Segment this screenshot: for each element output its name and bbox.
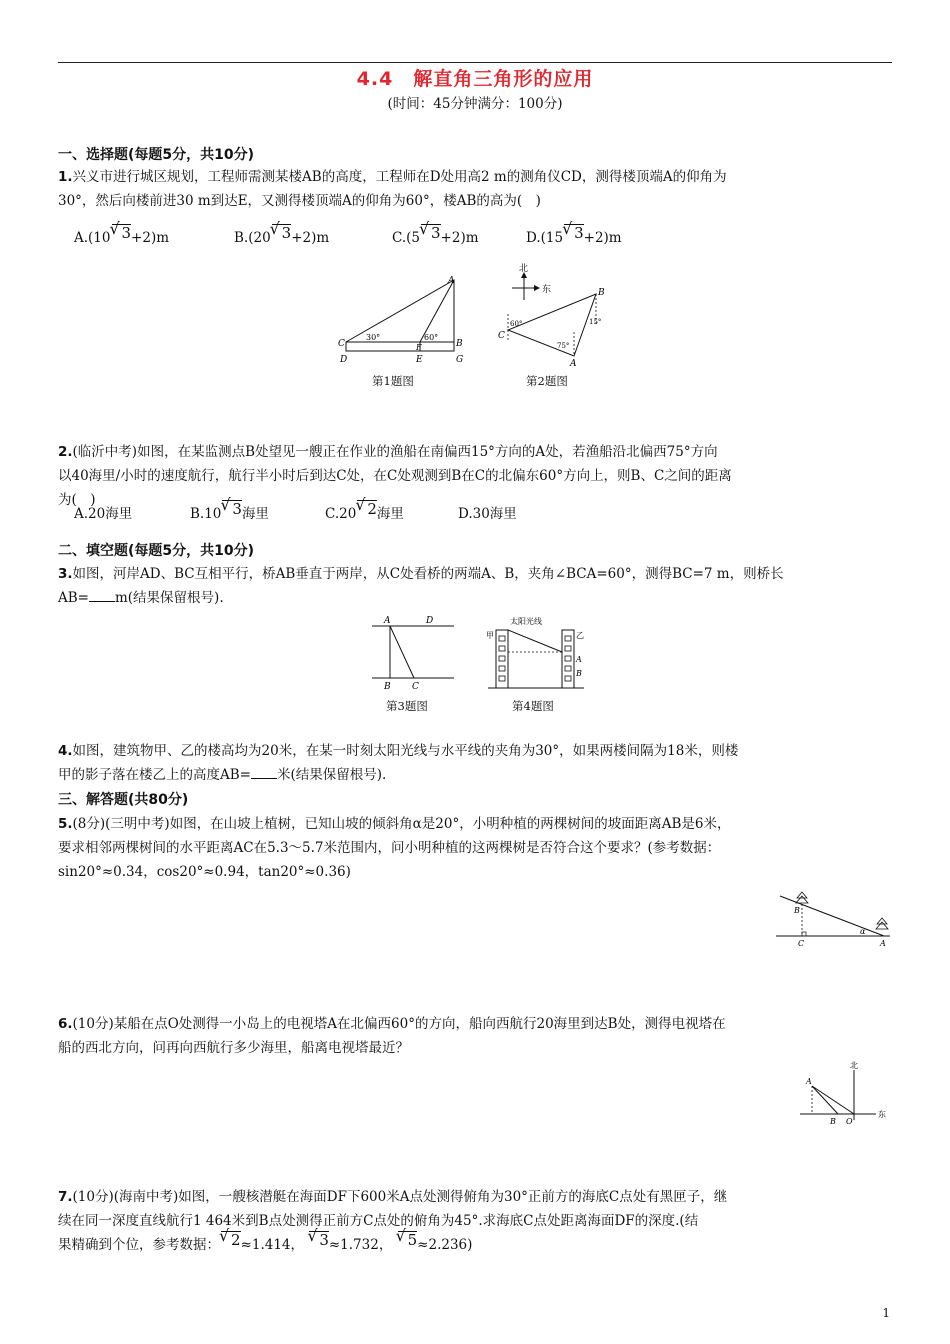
figure-6-diagram xyxy=(798,1060,892,1128)
label-c: C xyxy=(498,331,505,341)
q1-option-c xyxy=(392,224,479,246)
q5-line2: 要求相邻两棵树间的水平距离AC在5.3～5.7米范围内，问小明种植的这两棵树是否符合这个要求？(参考数据： xyxy=(58,840,721,856)
question-number: 1. xyxy=(58,169,73,185)
section-heading-fill: 二、填空题(每题5分，共10分) xyxy=(58,543,255,559)
q4-line1: 如图，建筑物甲、乙的楼高均为20米，在某一时刻太阳光线与水平线的夹角为30°，如果两楼间隔为18米，则楼 xyxy=(72,743,739,759)
figure-4-diagram xyxy=(484,612,590,692)
question-4 xyxy=(58,739,892,787)
label-a: A xyxy=(576,655,582,664)
north-label: 北 xyxy=(850,1061,858,1070)
label-o: O xyxy=(846,1117,853,1126)
question-3 xyxy=(58,562,892,610)
q2-option-a: A.20海里 xyxy=(74,506,133,522)
sqrt-symbol: √ 3 xyxy=(564,224,584,241)
label-b: B xyxy=(830,1117,836,1126)
option-text: +2)m xyxy=(583,230,622,246)
question-6 xyxy=(58,1012,892,1060)
label-c: C xyxy=(798,939,805,948)
top-rule xyxy=(58,62,892,63)
option-text: +2)m xyxy=(440,230,479,246)
option-text: +2)m xyxy=(131,230,170,246)
figure-2-caption: 第2题图 xyxy=(526,374,568,388)
q1-option-b xyxy=(234,224,330,246)
sunlight-label: 太阳光线 xyxy=(510,617,542,626)
question-number: 2. xyxy=(58,444,73,460)
option-text: D.(15 xyxy=(526,230,564,246)
figure-3-diagram xyxy=(368,612,458,692)
figure-3-caption: 第3题图 xyxy=(386,699,428,713)
label-b: B xyxy=(384,682,391,692)
q6-line1: (10分)某船在点O处测得一小岛上的电视塔A在北偏西60°的方向，船向西航行20海里到达B处，测得电视塔在 xyxy=(72,1016,726,1032)
q5-line1: (8分)(三明中考)如图，在山坡上植树，已知山坡的倾斜角α是20°，小明种植的两棵树间的坡面距离AB是6米， xyxy=(72,816,731,832)
label-g: G xyxy=(456,355,464,365)
q1-line2: 30°，然后向楼前进30 m到达E，又测得楼顶端A的仰角为60°，楼AB的高为( ) xyxy=(58,193,541,209)
sqrt-symbol: √ 3 xyxy=(309,1231,329,1248)
q4-line2-pre: 甲的影子落在楼乙上的高度AB= xyxy=(58,767,251,783)
angle-15: 15° xyxy=(589,318,602,326)
question-number: 7. xyxy=(58,1189,73,1205)
label-a: A xyxy=(448,276,455,286)
answer-blank[interactable] xyxy=(251,764,277,779)
angle-60: 60° xyxy=(424,333,439,342)
option-text: 海里 xyxy=(376,506,404,522)
q3-line1: 如图，河岸AD、BC互相平行，桥AB垂直于两岸，从C处看桥的两端A、B，夹角∠BCA=60°，测得BC=7 m，则桥长 xyxy=(72,566,784,582)
label-a: A xyxy=(806,1077,812,1086)
q3-line2-post: m(结果保留根号). xyxy=(114,590,224,606)
question-number: 4. xyxy=(58,743,73,759)
option-text: C.20 xyxy=(325,506,357,522)
option-text: C.(5 xyxy=(392,230,420,246)
question-number: 3. xyxy=(58,566,73,582)
label-b: B xyxy=(794,906,800,915)
label-a: A xyxy=(570,359,577,369)
option-text: A.(10 xyxy=(74,230,111,246)
section-heading-choice: 一、选择题(每题5分，共10分) xyxy=(58,147,255,163)
sqrt-symbol: √ 2 xyxy=(221,1231,241,1248)
q1-line1: 兴义市进行城区规划，工程师需测某楼AB的高度，工程师在D处用高2 m的测角仪CD，测得楼顶端A的仰角为 xyxy=(72,169,727,185)
sqrt-symbol: √ 3 xyxy=(112,224,132,241)
question-5 xyxy=(58,812,892,884)
label-f: F xyxy=(416,343,422,352)
label-e: E xyxy=(416,355,423,365)
east-label: 东 xyxy=(878,1110,886,1119)
label-c: C xyxy=(338,339,345,349)
label-alpha: α xyxy=(860,927,866,936)
sqrt-symbol: √ 2 xyxy=(357,500,377,517)
question-number: 6. xyxy=(58,1016,73,1032)
q1-option-a xyxy=(74,224,170,246)
label-d: D xyxy=(340,355,348,365)
figure-5-diagram xyxy=(772,884,892,950)
label-b: B xyxy=(576,669,582,678)
label-d: D xyxy=(426,616,434,626)
q2-line3: 为( ) xyxy=(58,492,96,508)
angle-60: 60° xyxy=(510,320,523,328)
option-text: B.(20 xyxy=(234,230,271,246)
angle-30: 30° xyxy=(366,333,381,342)
figure-1-diagram xyxy=(336,274,466,369)
sqrt-symbol: √ 5 xyxy=(398,1231,418,1248)
q2-line1: (临沂中考)如图，在某监测点B处望见一艘正在作业的渔船在南偏西15°方向的A处，若渔船沿北偏西75°方向 xyxy=(72,444,718,460)
label-c: C xyxy=(412,682,419,692)
q2-option-d: D.30海里 xyxy=(458,506,517,522)
option-text: B.10 xyxy=(190,506,222,522)
sqrt-symbol: √ 3 xyxy=(272,224,292,241)
q1-option-d xyxy=(526,224,622,246)
option-text: +2)m xyxy=(291,230,330,246)
answer-blank[interactable] xyxy=(89,587,115,602)
sqrt-symbol: √ 3 xyxy=(222,500,242,517)
question-number: 5. xyxy=(58,816,73,832)
building-yi-label: 乙 xyxy=(576,631,584,640)
section-heading-answer: 三、解答题(共80分) xyxy=(58,792,189,808)
q2-line2: 以40海里/小时的速度航行，航行半小时后到达C处，在C处观测到B在C的北偏东60°方向上，则B、C之间的距离 xyxy=(58,468,732,484)
label-b: B xyxy=(598,288,605,298)
sqrt-symbol: √ 3 xyxy=(421,224,441,241)
q5-line3: sin20°≈0.34，cos20°≈0.94，tan20°≈0.36) xyxy=(58,864,351,880)
q7-line3-pre: 果精确到个位，参考数据： xyxy=(58,1237,220,1253)
figure-1-caption: 第1题图 xyxy=(372,374,414,388)
page-subtitle: (时间：45分钟满分：100分) xyxy=(387,96,563,112)
ref-value: ≈2.236) xyxy=(417,1237,473,1253)
q6-line2: 船的西北方向，问再向西航行多少海里，船离电视塔最近？ xyxy=(58,1040,409,1056)
label-a: A xyxy=(384,616,391,626)
q3-line2-pre: AB= xyxy=(58,590,89,606)
north-label: 北 xyxy=(519,264,529,274)
question-1 xyxy=(58,165,892,213)
question-7 xyxy=(58,1185,892,1257)
label-b: B xyxy=(456,339,463,349)
figure-4-caption: 第4题图 xyxy=(512,699,554,713)
page-title: 4.4 解直角三角形的应用 xyxy=(356,68,594,90)
q7-line1: (10分)(海南中考)如图，一艘核潜艇在海面DF下600米A点处测得俯角为30°正前方的海底C点处有黑匣子，继 xyxy=(72,1189,728,1205)
page-number: 1 xyxy=(882,1306,890,1320)
option-text: 海里 xyxy=(241,506,269,522)
q4-line2-post: 米(结果保留根号). xyxy=(276,767,387,783)
angle-75: 75° xyxy=(557,342,570,350)
q2-option-c xyxy=(325,502,404,522)
q7-line2: 续在同一深度直线航行1 464米到B点处测得正前方C点处的俯角为45°.求海底C点处距离海面DF的深度.(结 xyxy=(58,1213,699,1229)
ref-value: ≈1.732， xyxy=(328,1237,393,1253)
ref-value: ≈1.414， xyxy=(240,1237,305,1253)
building-jia-label: 甲 xyxy=(486,631,494,640)
east-label: 东 xyxy=(542,285,552,295)
label-a: A xyxy=(880,939,886,948)
q2-option-b xyxy=(190,502,269,522)
figure-2-diagram xyxy=(494,262,614,369)
